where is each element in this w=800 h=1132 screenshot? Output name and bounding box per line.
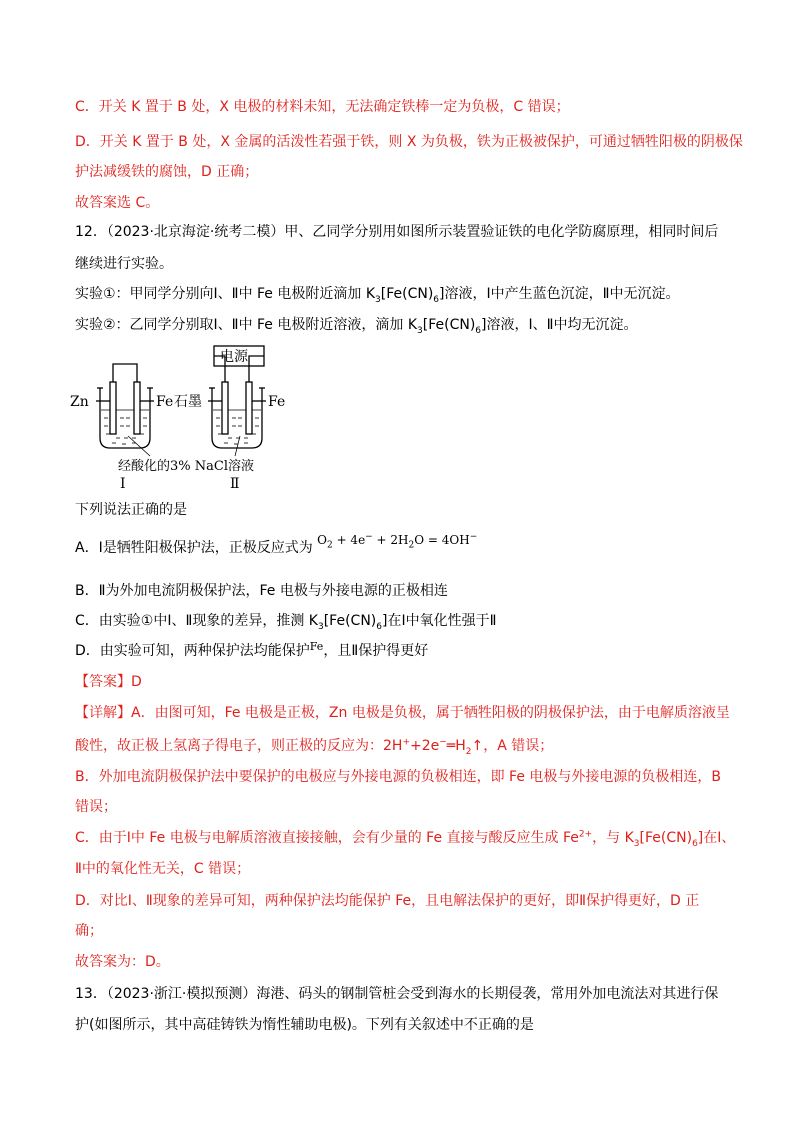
- label-fe-left: Fe: [156, 394, 174, 410]
- q12-experiment-2: 实验②：乙同学分别取Ⅰ、Ⅱ中 Fe 电极附近溶液，滴加 $K_3[Fe(CN)_6]$溶液，Ⅰ、Ⅱ中均无沉淀。: [75, 317, 638, 336]
- q12-prompt: 下列说法正确的是: [75, 502, 187, 518]
- q12-option-d: D．由实验可知，两种保护法均能保护$^{Fe}$，且Ⅱ保护得更好: [75, 640, 429, 659]
- option-a-equation: $O_2 + 4e^- + 2H_2O = 4OH^-$: [317, 532, 478, 551]
- leader-line-cell-2: [235, 436, 240, 456]
- q12-detail-b-line1: B．外加电流阴极保护法中要保护的电极应与外接电源的负极相连，即 Fe 电极与外接电源的负极相连，B: [75, 769, 722, 785]
- q12-detail-a-line1: 【详解】A．由图可知，Fe 电极是正极，Zn 电极是负极，属于牺牲阳极的阴极保护法，由于电解质溶液呈: [75, 705, 730, 721]
- q12-detail-d-line1: D．对比Ⅰ、Ⅱ现象的差异可知，两种保护法均能保护 Fe，且电解法保护的更好，即Ⅱ保护得更好，D 正: [75, 893, 700, 909]
- label-graphite: 石墨: [174, 394, 202, 410]
- q13-stem-line2: 护(如图所示，其中高硅铸铁为惰性辅助电极)。下列有关叙述中不正确的是: [75, 1017, 534, 1033]
- q12-detail-c-line1: C．由于Ⅰ中 Fe 电极与电解质溶液直接接触，会有少量的 Fe 直接与酸反应生成 $Fe^{2+}$，与 $K_3[Fe(CN)_6]$在Ⅰ、: [75, 829, 736, 849]
- label-solution: 经酸化的3% NaCl溶液: [118, 459, 254, 474]
- prev-answer-conclusion: 故答案选 C。: [75, 195, 160, 211]
- label-cell-1: Ⅰ: [120, 476, 126, 492]
- cell-2-apparatus: [208, 356, 266, 448]
- cell-1-apparatus: [96, 364, 154, 448]
- prev-answer-c: C．开关 K 置于 B 处，X 电极的材料未知，无法确定铁棒一定为负极，C 错误；: [75, 99, 570, 115]
- q12-answer: 【答案】D: [75, 674, 142, 690]
- label-zn: Zn: [70, 394, 89, 410]
- label-fe-right: Fe: [268, 394, 286, 410]
- q12-stem-line1: 12．（2023·北京海淀·统考二模）甲、乙同学分别用如图所示装置验证铁的电化学防腐原理，相同时间后: [75, 224, 719, 240]
- q12-detail-a-line2: 酸性，故正极上氢离子得电子，则正极的反应为：$2H^++2e^-═H_2↑$，A 错误；: [75, 737, 554, 757]
- q13-stem-line1: 13．（2023·浙江·模拟预测）海港、码头的钢制管桩会受到海水的长期侵袭，常用外加电流法对其进行保: [75, 986, 719, 1002]
- prev-answer-d-line1: D．开关 K 置于 B 处，X 金属的活泼性若强于铁，则 X 为负极，铁为正极被保护，可通过牺牲阳极的阴极保: [75, 134, 743, 150]
- prev-answer-d-line2: 护法减缓铁的腐蚀，D 正确；: [75, 164, 259, 180]
- q12-detail-d-line2: 确；: [75, 923, 103, 939]
- q12-option-b: B．Ⅱ为外加电流阴极保护法，Fe 电极与外接电源的正极相连: [75, 583, 448, 599]
- label-power-supply: 电源: [220, 349, 248, 365]
- q12-detail-b-line2: 错误；: [75, 799, 117, 815]
- q12-detail-c-line2: Ⅱ中的氧化性无关，C 错误；: [75, 861, 251, 877]
- q12-option-c: C．由实验①中Ⅰ、Ⅱ现象的差异，推测 $K_3[Fe(CN)_6]$在Ⅰ中氧化性强于Ⅱ: [75, 613, 497, 632]
- electrochemistry-apparatus-figure: [70, 338, 310, 494]
- q12-option-a: A．Ⅰ是牺牲阳极保护法，正极反应式为 $O_2 + 4e^- + 2H_2O = 4OH^-$: [75, 532, 478, 556]
- label-cell-2: Ⅱ: [230, 476, 240, 492]
- q12-stem-line2: 继续进行实验。: [75, 256, 173, 272]
- q12-experiment-1: 实验①：甲同学分别向Ⅰ、Ⅱ中 Fe 电极附近滴加 $K_3[Fe(CN)_6]$溶液，Ⅰ中产生蓝色沉淀，Ⅱ中无沉淀。: [75, 286, 680, 305]
- q12-conclusion: 故答案为：D。: [75, 954, 170, 970]
